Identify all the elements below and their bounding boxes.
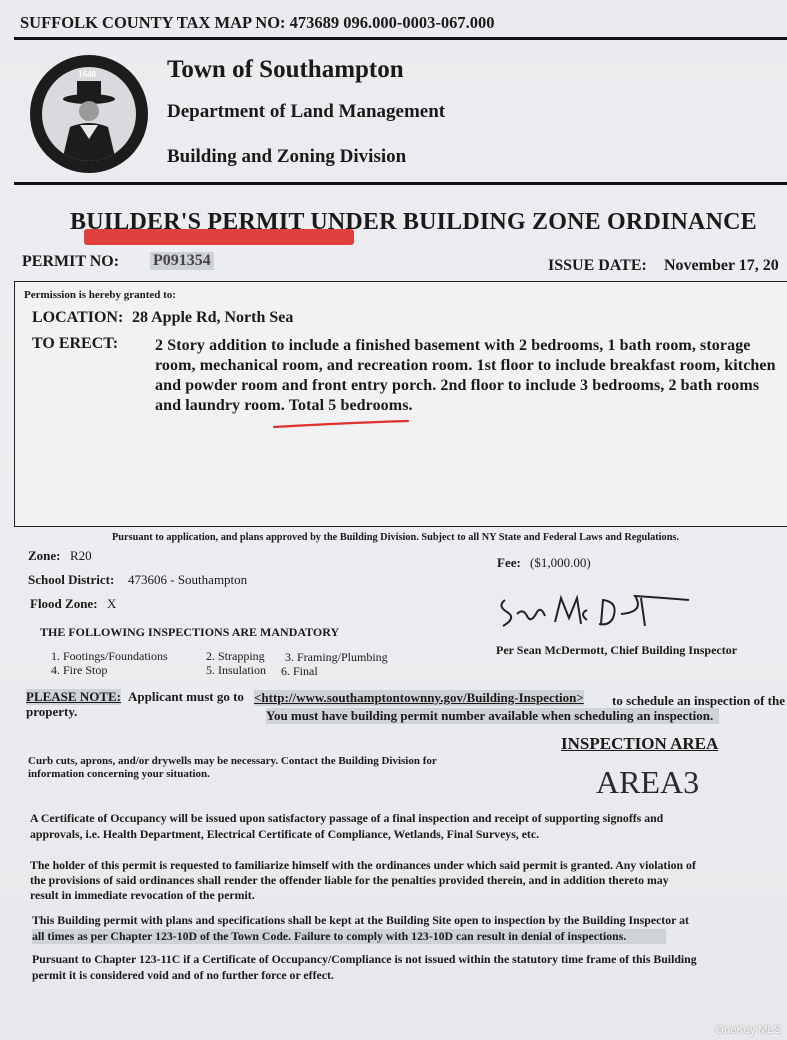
holder-paragraph: result in immediate revocation of the permit. — [30, 888, 255, 902]
inspection-item: 6. Final — [281, 664, 318, 678]
issue-date-value: November 17, 20 — [664, 257, 779, 274]
issue-date-label: ISSUE DATE: — [548, 257, 647, 274]
kept-paragraph: all times as per Chapter 123-10D of the Town Code. Failure to comply with 123-10D can result in denial of inspections. — [32, 929, 666, 944]
signature-text — [500, 600, 507, 601]
pilgrim-seal-icon — [42, 67, 136, 161]
chapter-paragraph: Pursuant to Chapter 123-11C if a Certificate of Occupancy/Compliance is not issued within the statutory time frame of this Building — [32, 952, 697, 966]
certificate-paragraph: A Certificate of Occupancy will be issued upon satisfactory passage of a final inspection and receipt of supporting signoffs and — [30, 811, 664, 825]
location-value: 28 Apple Rd, North Sea — [132, 309, 294, 326]
red-underline-mark — [272, 418, 412, 432]
permit-title: BUILDER'S PERMIT UNDER BUILDING ZONE ORDINANCE — [70, 209, 757, 235]
erect-line: and powder room and front entry porch. 2nd floor to include 3 bedrooms, 2 bath rooms — [155, 377, 760, 394]
please-note-text-3: property. — [26, 704, 78, 719]
inspector-name: Per Sean McDermott, Chief Building Inspector — [496, 643, 738, 657]
holder-paragraph: the provisions of said ordinances shall render the offender liable for the penalties provided therein, and in addition thereto may — [30, 873, 669, 887]
town-seal — [30, 55, 148, 173]
scheduling-note: You must have building permit number available when scheduling an inspection. — [266, 708, 719, 724]
watermark: OneKey MLS — [715, 1024, 781, 1036]
school-district-label: School District: — [28, 572, 115, 587]
permit-no-label: PERMIT NO: — [22, 253, 120, 270]
erect-line: room, mechanical room, and recreation room. 1st floor to include breakfast room, kitchen — [155, 357, 776, 374]
school-district-value: 473606 - Southampton — [128, 572, 248, 587]
fee-label: Fee: — [497, 555, 521, 570]
curb-note: Curb cuts, aprons, and/or drywells may be necessary. Contact the Building Division for — [28, 755, 437, 767]
please-note-label: PLEASE NOTE: — [26, 689, 121, 704]
inspector-signature — [495, 588, 695, 638]
permit-no-value: P091354 — [150, 252, 214, 270]
flood-zone-value: X — [107, 596, 117, 611]
please-note-text: Applicant must go to — [128, 689, 244, 704]
seal-year: 1640 — [78, 69, 96, 79]
inspections-heading: THE FOLLOWING INSPECTIONS ARE MANDATORY — [40, 625, 340, 639]
holder-paragraph: The holder of this permit is requested to familiarize himself with the ordinances under which said permit is granted. Any violation of — [30, 858, 696, 872]
inspection-item: 3. Framing/Plumbing — [285, 650, 388, 664]
division-name: Building and Zoning Division — [167, 146, 407, 167]
tax-map-number: SUFFOLK COUNTY TAX MAP NO: 473689 096.000-0003-067.000 — [20, 13, 495, 32]
header-rule — [14, 182, 787, 185]
flood-zone-label: Flood Zone: — [30, 596, 98, 611]
inspection-item: 5. Insulation — [206, 663, 266, 677]
inspection-link[interactable]: <http://www.southamptontownny.gov/Building-Inspection> — [254, 690, 584, 705]
kept-paragraph: This Building permit with plans and specifications shall be kept at the Building Site open to inspection by the Building Inspector at — [32, 913, 689, 927]
to-erect-label: TO ERECT: — [32, 335, 119, 352]
fee-value: ($1,000.00) — [530, 555, 591, 570]
department-name: Department of Land Management — [167, 101, 446, 122]
inspection-area-label: INSPECTION AREA — [561, 734, 719, 753]
inspection-item: 2. Strapping — [206, 649, 265, 663]
location-label: LOCATION: — [32, 309, 124, 326]
inspection-item: 1. Footings/Foundations — [51, 649, 168, 663]
erect-line: 2 Story addition to include a finished basement with 2 bedrooms, 1 bath room, storage — [155, 337, 751, 354]
inspection-area-value: AREA3 — [596, 764, 700, 800]
inspection-item: 4. Fire Stop — [51, 663, 108, 677]
zone-value: R20 — [70, 548, 92, 563]
town-name: Town of Southampton — [167, 56, 404, 83]
grant-intro: Permission is hereby granted to: — [24, 289, 176, 301]
erect-line: and laundry room. Total 5 bedrooms. — [155, 397, 413, 414]
chapter-paragraph: permit it is considered void and of no further force or effect. — [32, 968, 334, 982]
certificate-paragraph: approvals, i.e. Health Department, Electrical Certificate of Compliance, Wetlands, Final Surveys, etc. — [30, 827, 540, 841]
zone-label: Zone: — [28, 548, 61, 563]
pursuant-note: Pursuant to application, and plans approved by the Building Division. Subject to all NY State and Federal Laws and Regulations. — [112, 532, 680, 543]
curb-note: information concerning your situation. — [28, 768, 210, 780]
top-rule — [14, 37, 787, 40]
please-note-text-2: to schedule an inspection of the — [612, 693, 785, 708]
